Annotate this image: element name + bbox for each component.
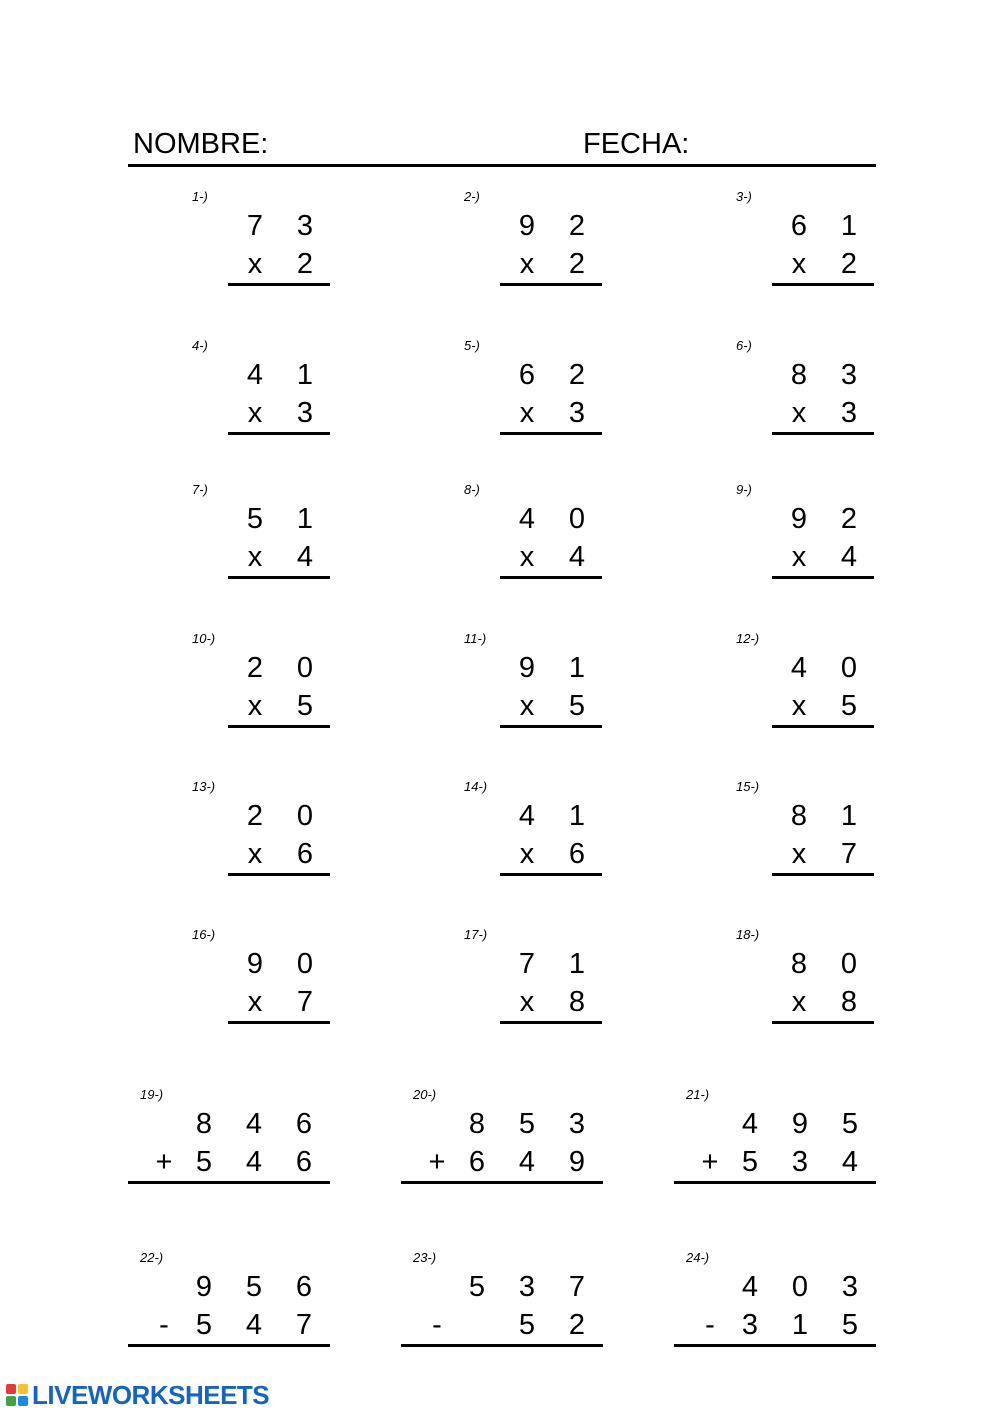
multiplication-problem <box>452 478 602 588</box>
logo-squares-icon <box>6 1384 28 1406</box>
multiplication-problem <box>180 775 330 885</box>
digit: 1 <box>840 800 858 832</box>
digit: 1 <box>568 948 586 980</box>
answer-rule <box>228 283 330 286</box>
digit: 4 <box>245 1309 263 1341</box>
logo-square <box>18 1384 28 1394</box>
answer-rule <box>500 432 602 435</box>
problem-number: 8-) <box>464 482 480 497</box>
subtraction-problem <box>674 1246 876 1356</box>
digit: 2 <box>568 248 586 280</box>
digit: 9 <box>791 1108 809 1140</box>
digit: 8 <box>790 359 808 391</box>
problem-number: 19-) <box>140 1087 164 1102</box>
digit: 5 <box>468 1271 486 1303</box>
problem-number: 24-) <box>686 1250 710 1265</box>
digit: 9 <box>518 652 536 684</box>
digit: 6 <box>790 210 808 242</box>
answer-rule <box>228 873 330 876</box>
digit: 5 <box>568 690 586 722</box>
problem-number: 5-) <box>464 338 480 353</box>
digit: 8 <box>790 800 808 832</box>
operator-sign: x <box>247 690 263 722</box>
multiplication-problem <box>180 923 330 1033</box>
digit: 0 <box>568 503 586 535</box>
operator-sign: x <box>247 248 263 280</box>
answer-rule <box>401 1181 603 1184</box>
digit: 1 <box>568 800 586 832</box>
operator-sign: - <box>159 1309 169 1341</box>
problem-number: 18-) <box>736 927 760 942</box>
digit: 4 <box>840 541 858 573</box>
operator-sign: x <box>519 986 535 1018</box>
digit: 3 <box>568 1108 586 1140</box>
answer-rule <box>500 873 602 876</box>
multiplication-problem <box>724 923 874 1033</box>
operator-sign: + <box>701 1146 719 1178</box>
multiplication-problem <box>452 923 602 1033</box>
digit: 4 <box>518 800 536 832</box>
operator-sign: x <box>791 986 807 1018</box>
problem-number: 6-) <box>736 338 752 353</box>
digit: 3 <box>741 1309 759 1341</box>
digit: 8 <box>568 986 586 1018</box>
digit: 7 <box>296 986 314 1018</box>
digit: 9 <box>518 210 536 242</box>
digit: 5 <box>841 1309 859 1341</box>
operator-sign: x <box>247 541 263 573</box>
answer-rule <box>128 1344 330 1347</box>
digit: 2 <box>568 210 586 242</box>
problem-number: 22-) <box>140 1250 164 1265</box>
digit: 7 <box>246 210 264 242</box>
multiplication-problem <box>180 478 330 588</box>
digit: 7 <box>568 1271 586 1303</box>
digit: 0 <box>840 948 858 980</box>
answer-rule <box>500 283 602 286</box>
digit: 4 <box>741 1108 759 1140</box>
problem-number: 2-) <box>464 189 480 204</box>
digit: 8 <box>468 1108 486 1140</box>
digit: 5 <box>195 1146 213 1178</box>
digit: 5 <box>195 1309 213 1341</box>
addition-problem <box>128 1083 330 1193</box>
answer-rule <box>772 725 874 728</box>
digit: 6 <box>568 838 586 870</box>
header-rule <box>128 164 876 167</box>
problem-number: 14-) <box>464 779 488 794</box>
problem-number: 1-) <box>192 189 208 204</box>
answer-rule <box>674 1181 876 1184</box>
digit: 8 <box>840 986 858 1018</box>
operator-sign: x <box>519 248 535 280</box>
digit: 2 <box>296 248 314 280</box>
digit: 2 <box>568 1309 586 1341</box>
digit: 3 <box>840 359 858 391</box>
operator-sign: x <box>791 838 807 870</box>
digit: 4 <box>841 1146 859 1178</box>
digit: 0 <box>840 652 858 684</box>
digit: 3 <box>296 210 314 242</box>
digit: 2 <box>246 800 264 832</box>
digit: 5 <box>841 1108 859 1140</box>
problem-number: 16-) <box>192 927 216 942</box>
answer-rule <box>772 432 874 435</box>
problem-number: 10-) <box>192 631 216 646</box>
liveworksheets-logo <box>6 1381 269 1409</box>
operator-sign: x <box>791 541 807 573</box>
answer-rule <box>401 1344 603 1347</box>
operator-sign: x <box>519 838 535 870</box>
addition-problem <box>674 1083 876 1193</box>
digit: 4 <box>246 359 264 391</box>
addition-problem <box>401 1083 603 1193</box>
digit: 4 <box>518 503 536 535</box>
digit: 0 <box>296 800 314 832</box>
operator-sign: x <box>247 986 263 1018</box>
digit: 0 <box>296 652 314 684</box>
digit: 4 <box>790 652 808 684</box>
digit: 3 <box>840 397 858 429</box>
operator-sign: - <box>432 1309 442 1341</box>
digit: 5 <box>518 1108 536 1140</box>
operator-sign: x <box>519 690 535 722</box>
digit: 8 <box>790 948 808 980</box>
name-label: NOMBRE: <box>133 128 269 160</box>
multiplication-problem <box>452 627 602 737</box>
multiplication-problem <box>180 627 330 737</box>
digit: 5 <box>741 1146 759 1178</box>
answer-rule <box>772 1021 874 1024</box>
digit: 5 <box>840 690 858 722</box>
multiplication-problem <box>180 334 330 444</box>
digit: 4 <box>245 1146 263 1178</box>
answer-rule <box>500 725 602 728</box>
digit: 6 <box>295 1271 313 1303</box>
digit: 2 <box>568 359 586 391</box>
digit: 4 <box>568 541 586 573</box>
multiplication-problem <box>180 185 330 295</box>
digit: 5 <box>296 690 314 722</box>
digit: 3 <box>791 1146 809 1178</box>
answer-rule <box>228 576 330 579</box>
digit: 4 <box>296 541 314 573</box>
digit: 9 <box>568 1146 586 1178</box>
multiplication-problem <box>724 775 874 885</box>
answer-rule <box>228 725 330 728</box>
digit: 1 <box>840 210 858 242</box>
date-label: FECHA: <box>583 128 690 160</box>
digit: 7 <box>840 838 858 870</box>
problem-number: 4-) <box>192 338 208 353</box>
digit: 1 <box>568 652 586 684</box>
problem-number: 15-) <box>736 779 760 794</box>
logo-square <box>6 1396 16 1406</box>
operator-sign: x <box>247 838 263 870</box>
operator-sign: + <box>155 1146 173 1178</box>
digit: 6 <box>295 1108 313 1140</box>
problem-number: 23-) <box>413 1250 437 1265</box>
digit: 9 <box>246 948 264 980</box>
digit: 2 <box>840 503 858 535</box>
problem-number: 13-) <box>192 779 216 794</box>
digit: 7 <box>295 1309 313 1341</box>
digit: 4 <box>518 1146 536 1178</box>
digit: 3 <box>296 397 314 429</box>
digit: 1 <box>296 503 314 535</box>
digit: 6 <box>468 1146 486 1178</box>
operator-sign: x <box>519 397 535 429</box>
digit: 2 <box>246 652 264 684</box>
answer-rule <box>500 1021 602 1024</box>
answer-rule <box>128 1181 330 1184</box>
operator-sign: x <box>791 397 807 429</box>
digit: 9 <box>790 503 808 535</box>
multiplication-problem <box>724 334 874 444</box>
answer-rule <box>500 576 602 579</box>
answer-rule <box>772 283 874 286</box>
digit: 3 <box>568 397 586 429</box>
digit: 8 <box>195 1108 213 1140</box>
multiplication-problem <box>452 334 602 444</box>
digit: 1 <box>791 1309 809 1341</box>
answer-rule <box>228 1021 330 1024</box>
digit: 6 <box>296 838 314 870</box>
digit: 1 <box>296 359 314 391</box>
answer-rule <box>772 576 874 579</box>
digit: 2 <box>840 248 858 280</box>
problem-number: 7-) <box>192 482 208 497</box>
answer-rule <box>674 1344 876 1347</box>
digit: 7 <box>518 948 536 980</box>
digit: 5 <box>518 1309 536 1341</box>
digit: 5 <box>246 503 264 535</box>
digit: 0 <box>791 1271 809 1303</box>
digit: 4 <box>245 1108 263 1140</box>
problem-number: 12-) <box>736 631 760 646</box>
problem-number: 20-) <box>413 1087 437 1102</box>
operator-sign: x <box>247 397 263 429</box>
problem-number: 21-) <box>686 1087 710 1102</box>
digit: 6 <box>518 359 536 391</box>
problem-number: 11-) <box>464 631 487 646</box>
digit: 6 <box>295 1146 313 1178</box>
subtraction-problem <box>128 1246 330 1356</box>
digit: 3 <box>841 1271 859 1303</box>
problem-number: 17-) <box>464 927 488 942</box>
problem-number: 3-) <box>736 189 752 204</box>
operator-sign: x <box>791 248 807 280</box>
digit: 0 <box>296 948 314 980</box>
operator-sign: x <box>519 541 535 573</box>
answer-rule <box>772 873 874 876</box>
operator-sign: x <box>791 690 807 722</box>
multiplication-problem <box>452 775 602 885</box>
subtraction-problem <box>401 1246 603 1356</box>
logo-square <box>18 1396 28 1406</box>
digit: 3 <box>518 1271 536 1303</box>
logo-text: LIVEWORKSHEETS <box>32 1379 270 1410</box>
multiplication-problem <box>724 185 874 295</box>
operator-sign: - <box>705 1309 715 1341</box>
multiplication-problem <box>724 478 874 588</box>
digit: 5 <box>245 1271 263 1303</box>
logo-square <box>6 1384 16 1394</box>
multiplication-problem <box>452 185 602 295</box>
problem-number: 9-) <box>736 482 752 497</box>
operator-sign: + <box>428 1146 446 1178</box>
answer-rule <box>228 432 330 435</box>
digit: 9 <box>195 1271 213 1303</box>
multiplication-problem <box>724 627 874 737</box>
digit: 4 <box>741 1271 759 1303</box>
